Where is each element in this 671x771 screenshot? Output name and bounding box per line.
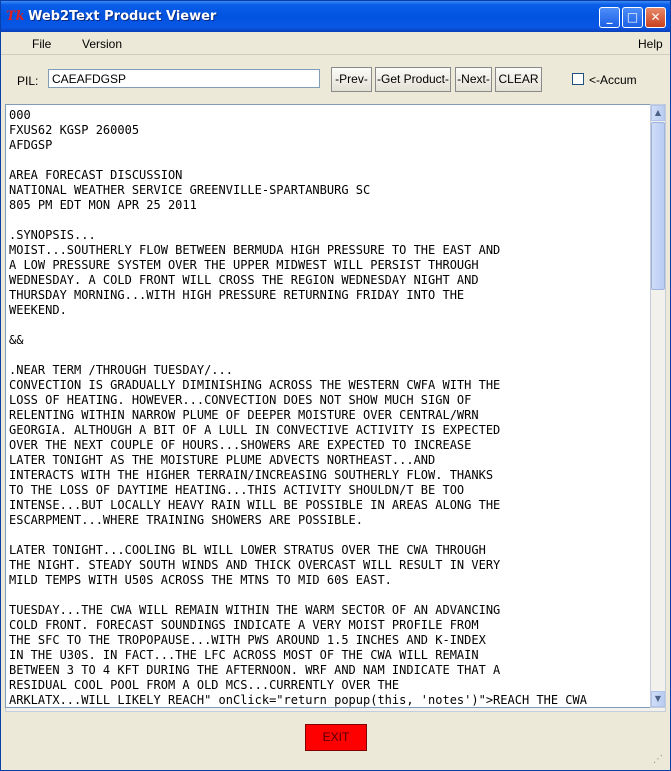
close-icon: ✕ bbox=[650, 10, 661, 24]
pil-input[interactable]: CAEAFDGSP bbox=[48, 69, 320, 88]
maximize-icon: □ bbox=[626, 10, 639, 24]
menu-bar bbox=[1, 32, 670, 55]
menu-help[interactable]: Help bbox=[638, 37, 663, 51]
get-product-button[interactable]: -Get Product- bbox=[375, 67, 451, 92]
product-text: 000 FXUS62 KGSP 260005 AFDGSP AREA FORECAST DISCUSSION NATIONAL WEATHER SERVICE GREENVILLE-SPARTANBURG SC 805 PM EDT MON APR 25 2011 .SYNOPSIS... MOIST...SOUTHERLY FLOW BETWEEN BERMUDA HIGH PRESSURE TO THE EAST AND A LOW PRESSURE SYSTEM OVER THE UPPER MIDWEST WILL PERSIST THROUGH WEDNESDAY. A COLD FRONT WILL CROSS THE REGION WEDNESDAY NIGHT AND THURSDAY MORNING...WITH HIGH PRESSURE RETURNING FRIDAY INTO THE WEEKEND. && .NEAR TERM /THROUGH TUESDAY/... CONVECTION IS GRADUALLY DIMINISHING ACROSS THE WESTERN CWFA WITH THE LOSS OF HEATING. HOWEVER...CONVECTION DOES NOT SHOW MUCH SIGN OF RELENTING WITHIN NARROW PLUME OF DEEPER MOISTURE OVER CENTRAL/WRN GEORGIA. ALTHOUGH A BIT OF A LULL IN CONVECTIVE ACTIVITY IS EXPECTED OVER THE NEXT COUPLE OF HOURS...SHOWERS ARE EXPECTED TO INCREASE LATER TONIGHT AS THE MOISTURE PLUME ADVECTS NORTHEAST...AND INTERACTS WITH THE HIGHER TERRAIN/INCREASING SOUTHERLY FLOW. THANKS TO THE LOSS OF DAYTIME HEATING...THIS ACTIVITY SHOULDN/T BE TOO INTENSE...BUT LOCALLY HEAVY RAIN WILL BE POSSIBLE IN AREAS ALONG THE ESCARPMENT...WHERE TRAINING SHOWERS ARE POSSIBLE. LATER TONIGHT...COOLING BL WILL LOWER STRATUS OVER THE CWA THROUGH THE NIGHT. STEADY SOUTH WINDS AND THICK OVERCAST WILL RESULT IN VERY MILD TEMPS WITH U50S ACROSS THE MTNS TO MID 60S EAST. TUESDAY...THE CWA WILL REMAIN WITHIN THE WARM SECTOR OF AN ADVANCING COLD FRONT. FORECAST SOUNDINGS INDICATE A VERY MOIST PROFILE FROM THE SFC TO THE TROPOPAUSE...WITH PWS AROUND 1.5 INCHES AND K-INDEX IN THE U30S. IN FACT...THE LFC ACROSS MOST OF THE CWA WILL REMAIN BETWEEN 3 TO 4 KFT DURING THE AFTERNOON. WRF AND NAM INDICATE THAT A RESIDUAL COOL POOL FROM A OLD MCS...CURRENTLY OVER THE ARKLATX...WILL LIKELY REACH" onClick="return popup(this, 'notes')">REACH THE CWA bbox=[9, 108, 587, 707]
scroll-down-button[interactable] bbox=[651, 691, 665, 707]
menu-file[interactable]: File bbox=[32, 37, 52, 51]
prev-button[interactable]: -Prev- bbox=[331, 67, 372, 92]
product-text-area[interactable] bbox=[5, 104, 650, 708]
close-button[interactable] bbox=[645, 7, 666, 28]
accum-checkbox[interactable] bbox=[572, 73, 584, 85]
minimize-icon: _ bbox=[606, 10, 613, 24]
scroll-thumb[interactable] bbox=[651, 122, 665, 290]
title-bar[interactable] bbox=[1, 1, 670, 32]
next-button[interactable]: -Next- bbox=[455, 67, 492, 92]
exit-button[interactable]: EXIT bbox=[305, 724, 367, 751]
app-icon: Tk bbox=[6, 9, 25, 24]
resize-grip-icon[interactable]: ⋰ bbox=[653, 754, 663, 765]
scroll-up-button[interactable] bbox=[651, 105, 665, 121]
clear-button[interactable]: CLEAR bbox=[495, 67, 542, 92]
minimize-button[interactable] bbox=[599, 7, 620, 28]
maximize-button[interactable] bbox=[622, 7, 643, 28]
accum-label: <-Accum bbox=[589, 73, 637, 87]
vertical-scrollbar[interactable] bbox=[650, 104, 666, 708]
scroll-down-icon: ▼ bbox=[654, 694, 662, 703]
toolbar bbox=[1, 55, 670, 103]
horizontal-scrollbar[interactable] bbox=[5, 708, 666, 712]
window-title: Web2Text Product Viewer bbox=[28, 9, 217, 24]
pil-label: PIL: bbox=[17, 74, 39, 88]
scroll-up-icon: ▲ bbox=[654, 108, 662, 117]
menu-version[interactable]: Version bbox=[82, 37, 123, 51]
